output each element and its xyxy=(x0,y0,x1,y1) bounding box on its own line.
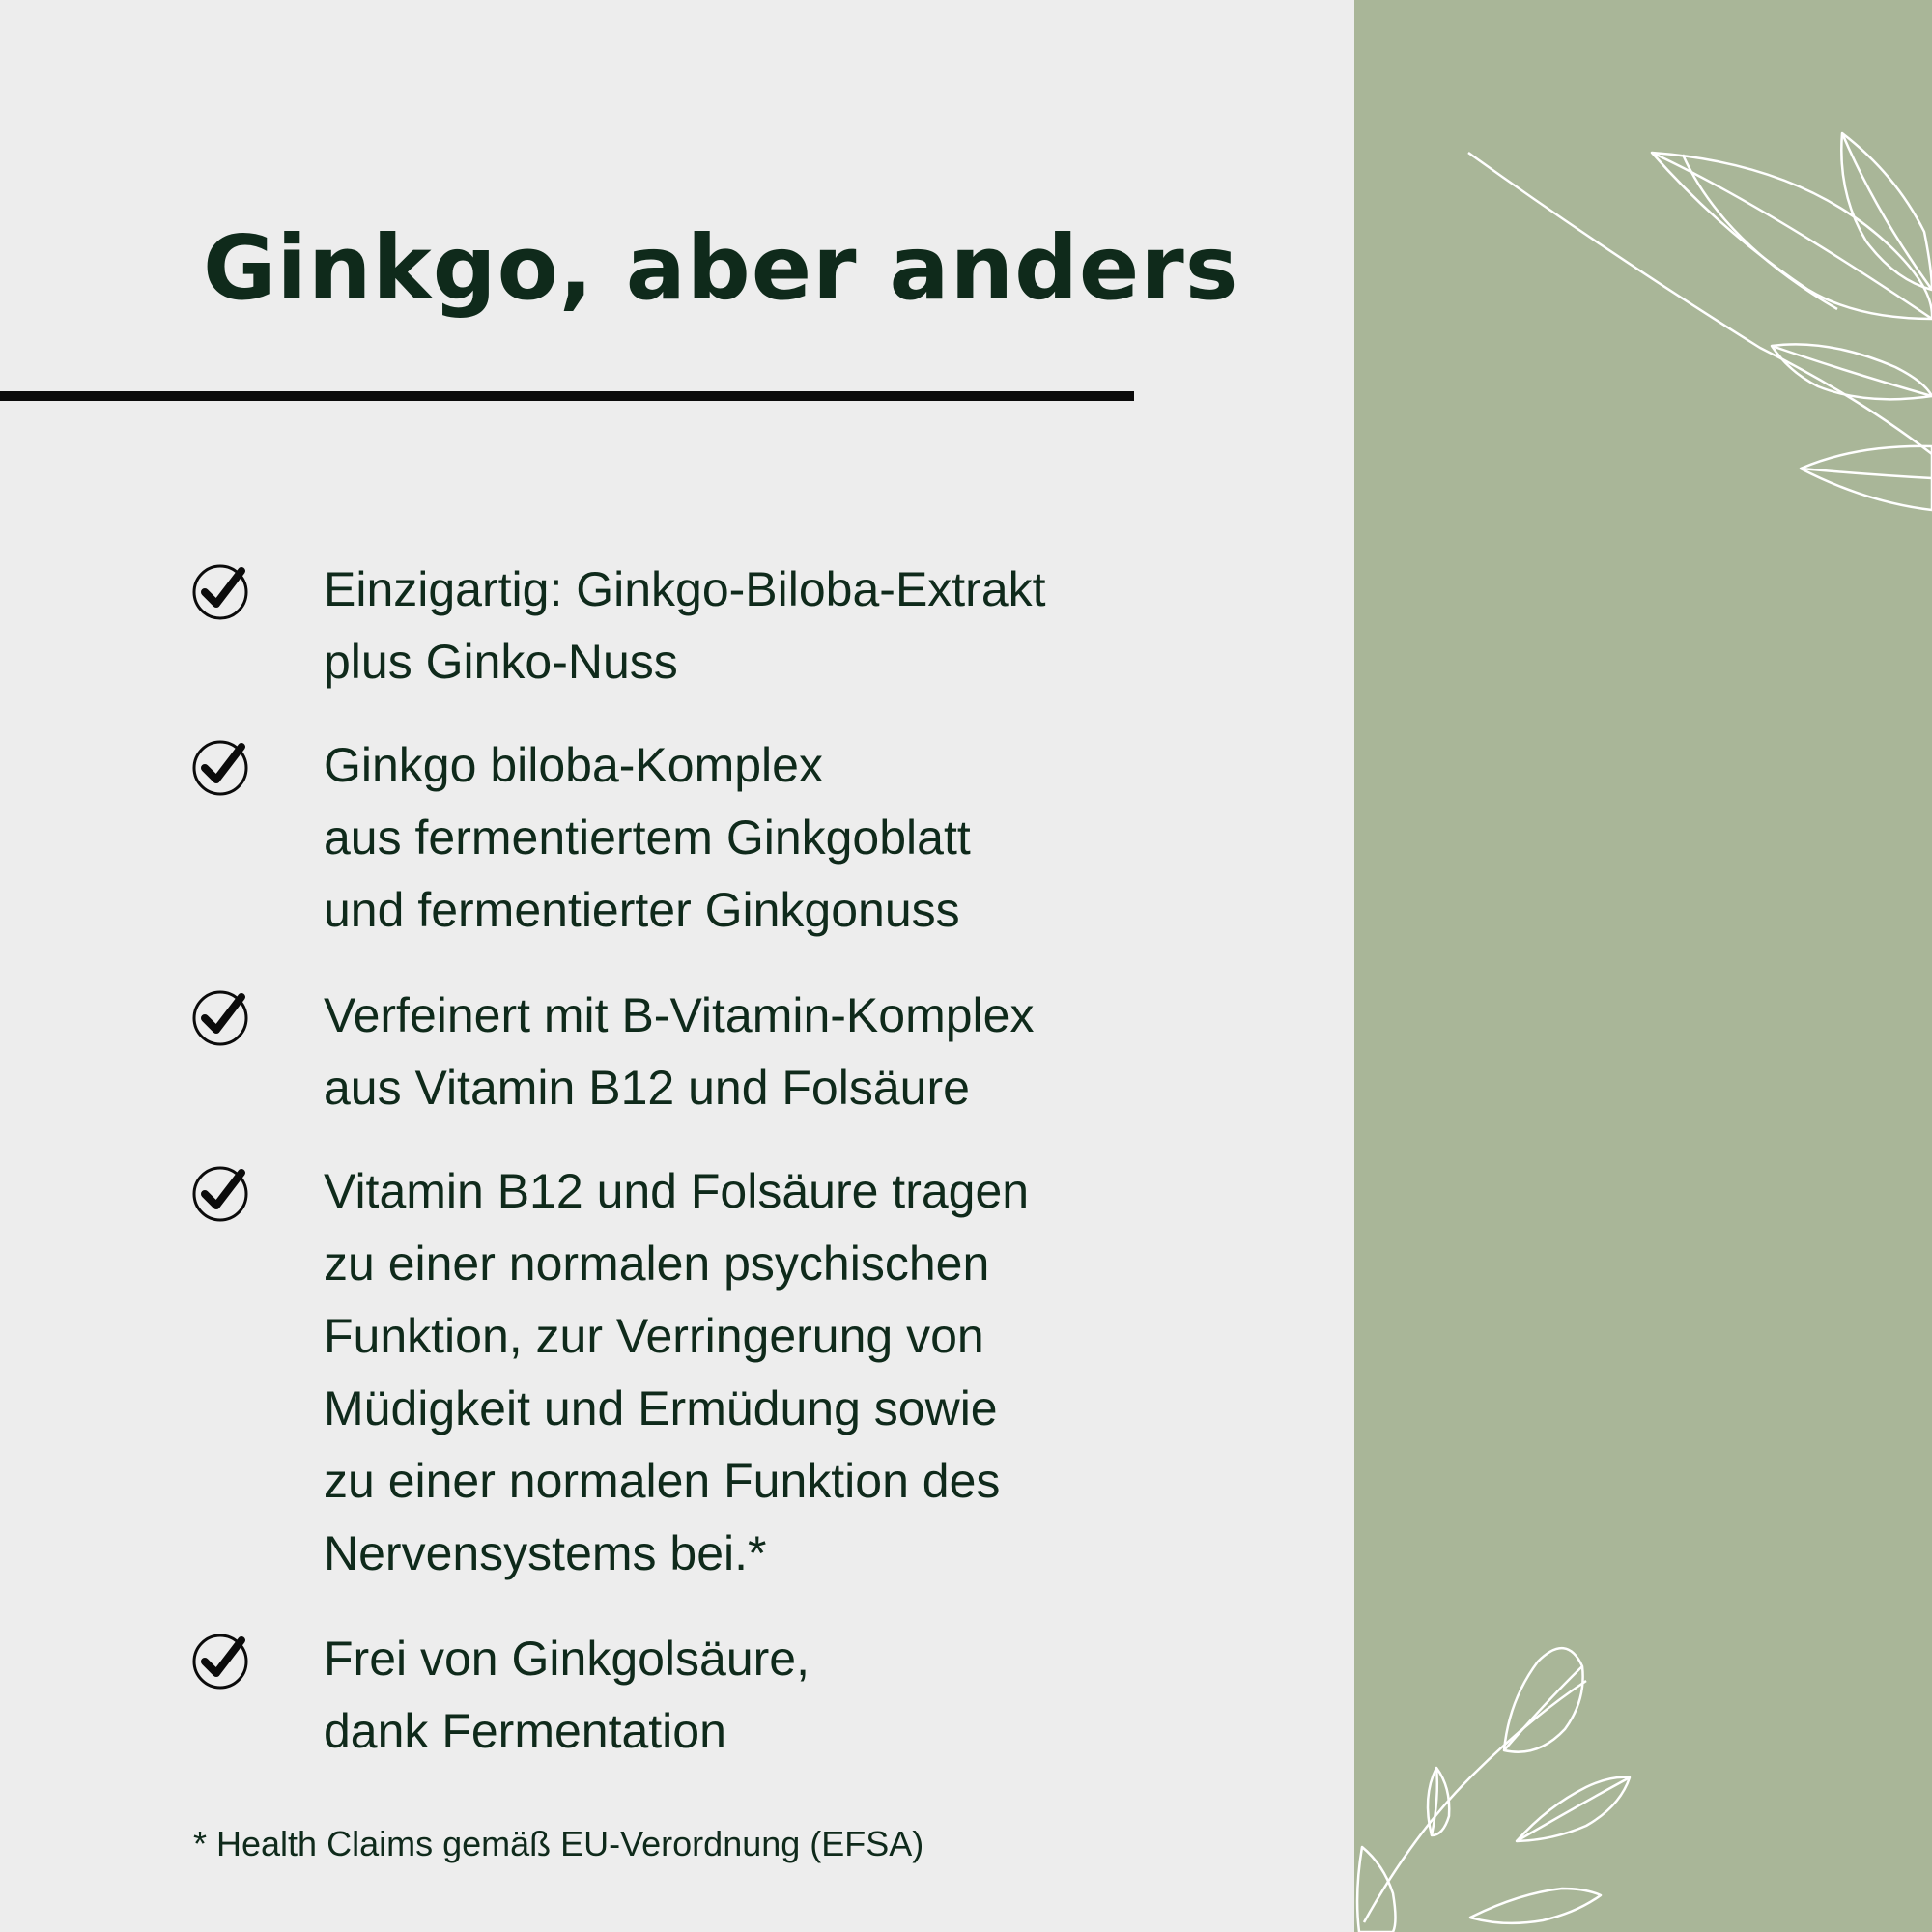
title-divider xyxy=(0,391,1134,401)
benefit-text: Ginkgo biloba-Komplex aus fermentiertem Ginkgoblatt und fermentierter Ginkgonuss xyxy=(324,738,971,937)
benefit-text: Vitamin B12 und Folsäure tragen zu einer normalen psychischen Funktion, zur Verringerung von Müdigkeit und Ermüdung sowie zu einer normalen Funktion des Nervensystems bei.* xyxy=(324,1164,1030,1580)
check-circle-icon xyxy=(191,987,251,1047)
decorative-panel xyxy=(1354,0,1932,1932)
check-circle-icon xyxy=(191,1163,251,1223)
page-title: Ginkgo, aber anders xyxy=(203,216,1239,320)
benefit-text: Einzigartig: Ginkgo-Biloba-Extrakt plus Ginko-Nuss xyxy=(324,562,1046,689)
benefit-text: Frei von Ginkgolsäure, dank Fermentation xyxy=(324,1632,810,1758)
check-circle-icon xyxy=(191,737,251,797)
check-circle-icon xyxy=(191,1631,251,1690)
footnote: * Health Claims gemäß EU-Verordnung (EFSA) xyxy=(193,1824,924,1863)
benefit-text: Verfeinert mit B-Vitamin-Komplex aus Vitamin B12 und Folsäure xyxy=(324,988,1035,1115)
leaf-branch-icon xyxy=(1354,0,1932,1932)
check-circle-icon xyxy=(191,561,251,621)
